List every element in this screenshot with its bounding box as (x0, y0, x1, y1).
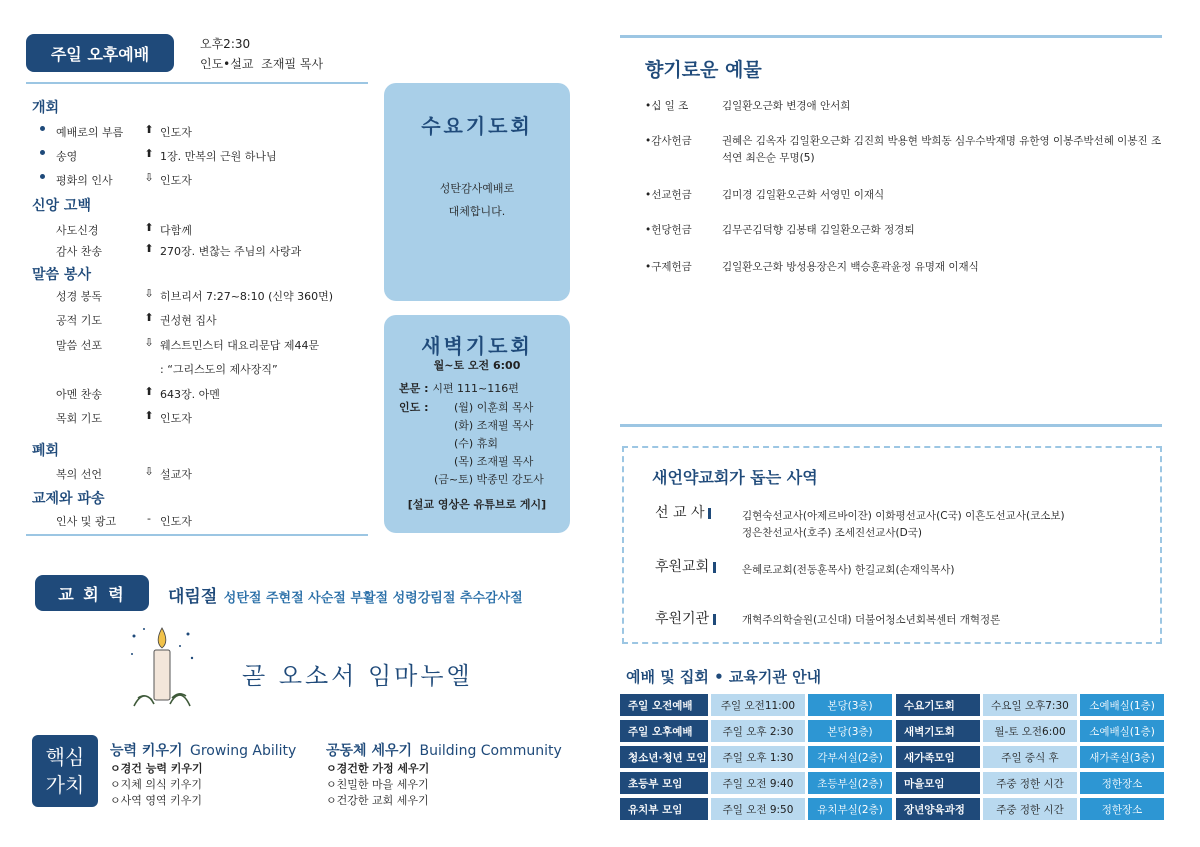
schedule-name-cell: 마을모임 (896, 772, 980, 794)
bullet-dot (40, 174, 45, 179)
service-time: 오후2:30 (200, 37, 251, 51)
sit-down-arrow-icon: ⇩ (144, 171, 154, 184)
church-label-text: 후원교회 (655, 559, 710, 575)
dash-icon: - (147, 512, 151, 525)
offering-title: 향기로운 예물 (645, 59, 762, 81)
sit-down-arrow-icon: ⇩ (144, 465, 154, 478)
schedule-name-cell: 초등부 모임 (620, 772, 708, 794)
support-church-label (655, 556, 716, 576)
order-row (40, 359, 370, 377)
order-label: 인사 및 광고 (56, 515, 117, 528)
section-word: 말씀 봉사 (32, 267, 91, 283)
schedule-place-cell: 소예배실(1층) (1080, 694, 1164, 716)
calendar-slogan: 곧 오소서 임마누엘 (242, 662, 473, 690)
candle-illustration (124, 624, 200, 712)
wednesday-title: 수요기도회 (421, 114, 533, 138)
community-item-3: ㅇ건강한 교회 세우기 (326, 794, 429, 807)
schedule-name-cell: 주일 오후예배 (620, 720, 708, 742)
offering-label: •헌당헌금 (645, 224, 692, 236)
order-label: 예배로의 부름 (56, 126, 124, 139)
ability-item-1: ㅇ경건 능력 키우기 (110, 762, 203, 775)
community-title-ko: 공동체 세우기 (326, 743, 413, 759)
schedule-time-cell: 주일 오전 9:40 (711, 772, 805, 794)
order-label: 성경 봉독 (56, 290, 103, 303)
stand-up-arrow-icon: ⬆ (144, 221, 154, 234)
service-preacher (200, 55, 323, 72)
dawn-time: 월~토 오전 6:00 (433, 359, 521, 372)
community-item-1: ㅇ경건한 가정 세우기 (326, 762, 430, 775)
divider-bottom-left (26, 534, 368, 536)
offering-label: •구제헌금 (645, 261, 692, 273)
bullet-dot (40, 126, 45, 131)
schedule-time-cell: 주중 정한 시간 (983, 772, 1077, 794)
dawn-leader-2: (화) 조재필 목사 (454, 419, 534, 432)
order-value: 권성현 집사 (160, 314, 217, 328)
core-values-badge-line2: 가치 (45, 773, 85, 797)
order-row (40, 220, 370, 238)
offering-value: 김일환오근화 변경애 안서희 (722, 100, 851, 112)
order-row (40, 384, 370, 402)
schedule-name-cell: 수요기도회 (896, 694, 980, 716)
stand-up-arrow-icon: ⬆ (144, 409, 154, 422)
schedule-name-cell: 새가족모임 (896, 746, 980, 768)
candle-body (154, 650, 170, 700)
order-value: 643장. 아멘 (160, 387, 220, 401)
dawn-leader-4: (목) 조재필 목사 (454, 455, 534, 468)
order-value: 웨스트민스터 대요리문답 제44문 (160, 338, 320, 352)
section-fellowship: 교제와 파송 (32, 491, 105, 507)
calendar-current: 대림절 (168, 587, 218, 607)
bullet-dot (40, 150, 45, 155)
support-missionary-label (655, 502, 711, 522)
schedule-place-cell: 정한장소 (1080, 798, 1164, 820)
sit-down-arrow-icon: ⇩ (144, 287, 154, 300)
dawn-leader-5: (금~토) 박종민 강도사 (434, 473, 544, 486)
order-value: 인도자 (160, 126, 192, 139)
ability-title-en: Growing Ability (190, 743, 297, 759)
order-row (40, 464, 370, 482)
ability-item-2: ㅇ지체 의식 키우기 (110, 778, 203, 791)
section-closing: 폐회 (32, 443, 60, 459)
order-value: 1장. 만복의 근원 하나님 (160, 150, 277, 163)
schedule-place-cell: 초등부실(2층) (808, 772, 892, 794)
wednesday-line2: 대체합니다. (448, 205, 506, 218)
label-bar (713, 614, 716, 625)
stand-up-arrow-icon: ⬆ (144, 384, 154, 398)
wednesday-box (384, 83, 570, 301)
schedule-name-cell: 주일 오전예배 (620, 694, 708, 716)
order-value: 인도자 (160, 515, 192, 528)
order-value: 다함께 (160, 224, 192, 237)
sit-down-arrow-icon: ⇩ (144, 335, 154, 349)
schedule-place-cell: 본당(3층) (808, 720, 892, 742)
afternoon-service-badge: 주일 오후예배 (26, 34, 174, 72)
section-confession: 신앙 고백 (32, 198, 91, 214)
divider-top-right (620, 35, 1162, 38)
label-bar (713, 562, 716, 573)
core-values-badge (32, 735, 98, 807)
ability-item-3: ㅇ사역 영역 키우기 (110, 794, 203, 807)
support-missionary-line2: 정은찬선교사(호주) 조세진선교사(D국) (742, 527, 922, 539)
schedule-place-cell: 정한장소 (1080, 772, 1164, 794)
dawn-text-label: 본문 : (399, 382, 433, 395)
dawn-leader-1: (월) 이훈희 목사 (454, 401, 534, 414)
offering-label: •선교헌금 (645, 189, 692, 201)
order-value: 인도자 (160, 174, 192, 187)
schedule-time-cell: 주중 정한 시간 (983, 798, 1077, 820)
missionary-label-text: 선 교 사 (655, 505, 705, 521)
core-values-badge-line1: 핵심 (45, 745, 85, 769)
order-value: : “그리스도의 제사장직” (160, 363, 278, 377)
order-label: 평화의 인사 (56, 174, 113, 187)
offering-label: •감사헌금 (645, 135, 692, 147)
stand-up-arrow-icon: ⬆ (144, 147, 154, 160)
offering-label: •십 일 조 (645, 100, 689, 112)
order-row (40, 286, 370, 304)
offering-value: 권혜은 김옥자 김일환오근화 김진희 박용현 박희동 심우수박재명 유한영 이봉주박선혜 이봉진 조석연 최은순 무명(5) (722, 135, 1162, 164)
ability-title (110, 740, 296, 760)
order-value: 히브리서 7:27~8:10 (신약 360면) (160, 290, 334, 303)
schedule-name-cell: 새벽기도회 (896, 720, 980, 742)
support-org-value: 개혁주의학술원(고신대) 더불어청소년회복센터 개혁정론 (742, 614, 1001, 626)
schedule-place-cell: 새가족실(3층) (1080, 746, 1164, 768)
schedule-time-cell: 월-토 오전6:00 (983, 720, 1077, 742)
order-label: 송영 (56, 150, 78, 163)
schedule-time-cell: 주일 오후 2:30 (711, 720, 805, 742)
dawn-note: [설교 영상은 유튜브로 게시] (407, 498, 547, 511)
order-row (40, 122, 370, 140)
schedule-time-cell: 주일 오전11:00 (711, 694, 805, 716)
schedule-place-cell: 유치부실(2층) (808, 798, 892, 820)
calendar-seasons (168, 582, 523, 607)
order-row (40, 146, 370, 164)
section-opening: 개회 (32, 100, 60, 116)
dawn-leader-label: 인도 : (399, 401, 429, 414)
preacher-name: 조재필 목사 (261, 57, 324, 71)
ability-title-ko: 능력 키우기 (110, 743, 183, 759)
order-row (40, 408, 370, 426)
candle-flame (158, 628, 166, 648)
schedule-time-cell: 주일 중식 후 (983, 746, 1077, 768)
order-value: 설교자 (160, 468, 192, 481)
stand-up-arrow-icon: ⬆ (144, 311, 154, 325)
order-label: 목회 기도 (56, 412, 103, 425)
offering-value: 김일환오근화 방성용장은지 백승훈곽윤정 유명재 이재식 (722, 261, 979, 273)
schedule-place-cell: 소예배실(1층) (1080, 720, 1164, 742)
org-label-text: 후원기관 (655, 611, 710, 627)
dawn-title: 새벽기도회 (421, 334, 533, 358)
stand-up-arrow-icon: ⬆ (144, 123, 154, 136)
offering-value: 김미경 김일환오근화 서영민 이재식 (722, 189, 885, 201)
stand-up-arrow-icon: ⬆ (144, 242, 154, 255)
support-missionary-line1: 김현숙선교사(아제르바이잔) 이화평선교사(C국) 이흔도선교사(코소보) (742, 510, 1065, 522)
divider-mid-right (620, 424, 1162, 427)
dawn-text (399, 380, 519, 396)
order-row (40, 170, 370, 188)
order-label: 공적 기도 (56, 314, 103, 328)
community-title (326, 740, 562, 760)
order-label: 사도신경 (56, 224, 99, 237)
label-bar (708, 508, 711, 519)
dawn-box (384, 315, 570, 533)
community-title-en: Building Community (419, 743, 562, 759)
order-row (40, 511, 370, 529)
divider-top-left (26, 82, 368, 84)
offering-value: 김무곤김덕향 김봉태 김일환오근화 정경퇴 (722, 224, 915, 236)
dawn-text-value: 시편 111~116편 (432, 382, 519, 395)
wednesday-line1: 성탄감사예배로 (439, 182, 515, 195)
order-value: 인도자 (160, 412, 192, 425)
schedule-name-cell: 청소년·청년 모임 (620, 746, 708, 768)
schedule-time-cell: 주일 오전 9:50 (711, 798, 805, 820)
community-item-2: ㅇ친밀한 마을 세우기 (326, 778, 429, 791)
order-label: 감사 찬송 (56, 245, 103, 258)
schedule-time-cell: 주일 오후 1:30 (711, 746, 805, 768)
order-label: 복의 선언 (56, 468, 103, 481)
calendar-badge: 교 회 력 (35, 575, 149, 611)
preacher-role: 인도•설교 (200, 57, 254, 71)
schedule-place-cell: 각부서실(2층) (808, 746, 892, 768)
schedule-place-cell: 본당(3층) (808, 694, 892, 716)
order-row (40, 310, 370, 328)
order-label: 말씀 선포 (56, 338, 103, 352)
order-value: 270장. 변찮는 주님의 사랑과 (160, 245, 302, 258)
schedule-name-cell: 장년양육과정 (896, 798, 980, 820)
order-row (40, 241, 370, 259)
order-row (40, 335, 370, 353)
support-church-value: 은혜로교회(전동훈목사) 한길교회(손재익목사) (742, 564, 955, 576)
order-label: 아멘 찬송 (56, 387, 103, 401)
dawn-leader-3: (수) 휴회 (454, 437, 498, 450)
calendar-others: 성탄절 주현절 사순절 부활절 성령강림절 추수감사절 (223, 591, 523, 606)
schedule-title: 예배 및 집회 • 교육기관 안내 (626, 668, 822, 686)
support-title: 새언약교회가 돕는 사역 (652, 468, 818, 487)
schedule-name-cell: 유치부 모임 (620, 798, 708, 820)
support-org-label (655, 608, 716, 628)
schedule-time-cell: 수요일 오후7:30 (983, 694, 1077, 716)
